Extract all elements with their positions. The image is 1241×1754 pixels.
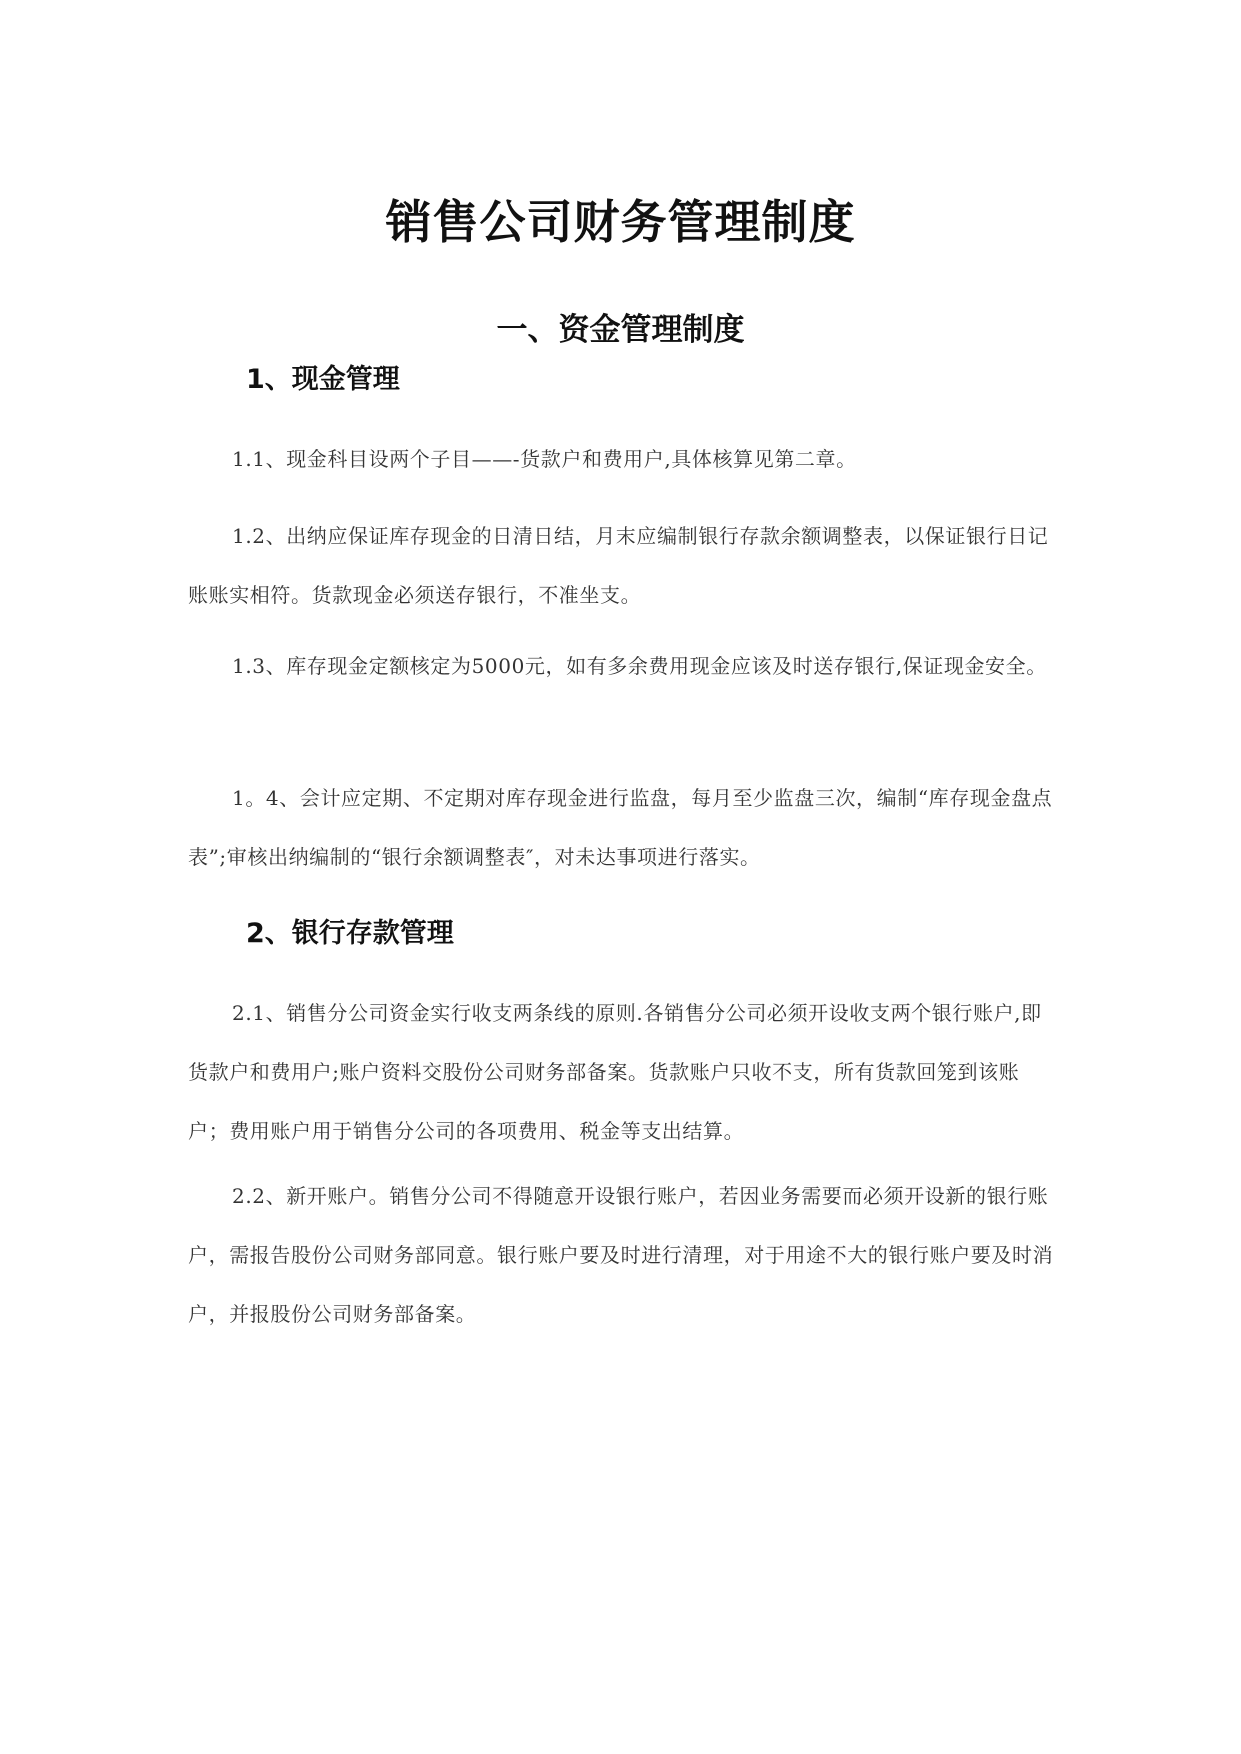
paragraph-1-1: 1.1、现金科目设两个子目——-货款户和费用户,具体核算见第二章。 — [232, 447, 857, 471]
paragraph-1-4: 1。4、会计应定期、不定期对库存现金进行监盘，每月至少监盘三次，编制“库存现金盘点表”;审核出纳编制的“银行余额调整表″，对未达事项进行落实。 — [188, 786, 1053, 869]
paragraph-1-2: 1.2、出纳应保证库存现金的日清日结，月末应编制银行存款余额调整表，以保证银行日记账账实相符。货款现金必须送存银行，不准坐支。 — [188, 524, 1049, 607]
document-title: 销售公司财务管理制度 — [385, 195, 856, 249]
subsection-title-cash: 1、现金管理 — [246, 364, 400, 395]
paragraph-2-2: 2.2、新开账户。销售分公司不得随意开设银行账户，若因业务需要而必须开设新的银行账户，需报告股份公司财务部同意。银行账户要及时进行清理，对于用途不大的银行账户要及时消户，并报股份公司财务部备案。 — [188, 1184, 1054, 1326]
paragraph-2-1: 2.1、销售分公司资金实行收支两条线的原则.各销售分公司必须开设收支两个银行账户,即货款户和费用户;账户资料交股份公司财务部备案。货款账户只收不支，所有货款回笼到该账户；费用账户用于销售分公司的各项费用、税金等支出结算。 — [188, 1001, 1042, 1143]
subsection-title-bank: 2、银行存款管理 — [246, 918, 454, 949]
section-title: 一、资金管理制度 — [496, 312, 745, 348]
paragraph-1-3: 1.3、库存现金定额核定为5000元，如有多余费用现金应该及时送存银行,保证现金安全。 — [232, 654, 1047, 678]
